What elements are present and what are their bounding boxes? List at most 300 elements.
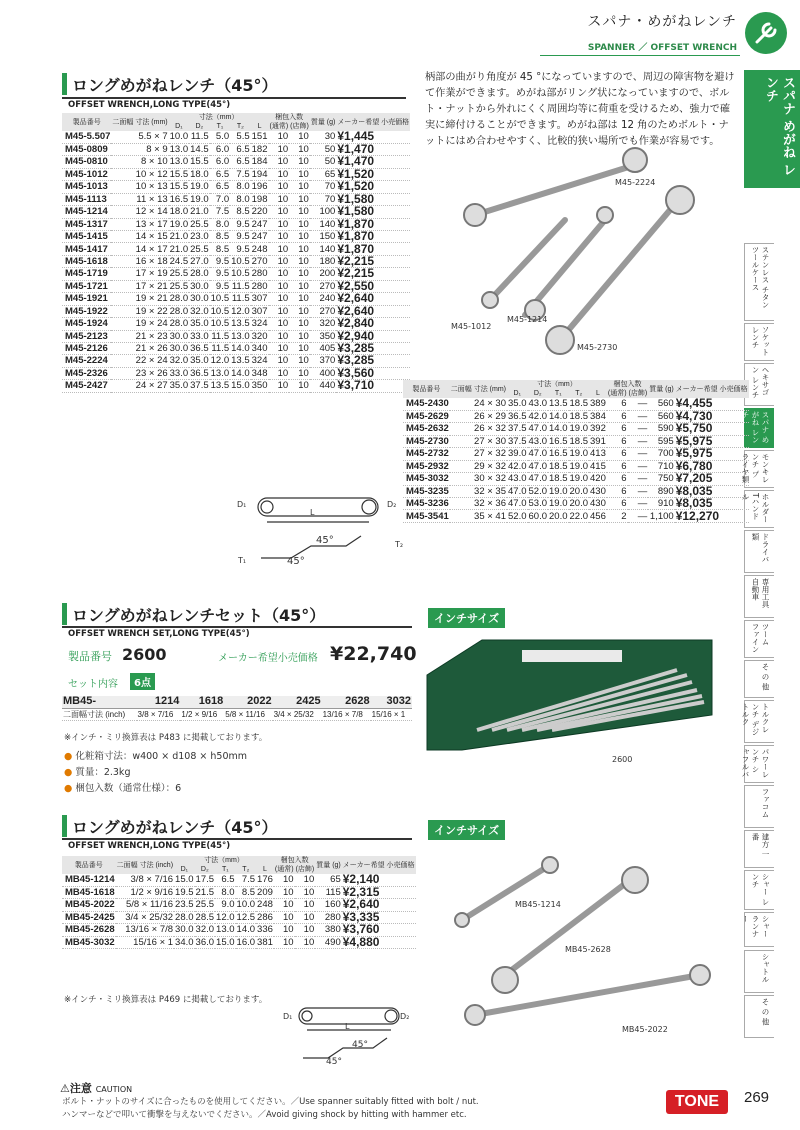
spec-table-1	[62, 113, 410, 393]
size: 11 × 13	[136, 193, 168, 205]
price: ¥5,975	[675, 433, 713, 448]
pack: 6	[621, 398, 627, 410]
side-tab[interactable]: シャー レンチ	[744, 870, 774, 910]
d2: 47.0	[528, 473, 547, 485]
product-code: M45-0809	[65, 144, 108, 156]
d2: 52.0	[528, 485, 547, 497]
t1: 6.0	[215, 156, 230, 168]
mass: 240	[319, 293, 336, 305]
mass: 400	[319, 367, 336, 379]
set-count: 6点	[130, 673, 155, 690]
section2-title: ロングめがねレンチセット（45°）	[72, 606, 326, 625]
pack: 10	[277, 268, 289, 280]
side-tab[interactable]: 建方 一番	[744, 830, 774, 868]
table-row	[62, 936, 416, 948]
t1: 13.0	[210, 367, 230, 379]
t1: 19.0	[549, 498, 568, 510]
t1: 16.5	[549, 448, 568, 460]
length: 280	[251, 268, 268, 280]
size: 14 × 15	[135, 231, 168, 243]
length: 430	[590, 498, 606, 510]
caution-heading: ⚠注意 CAUTION	[60, 1082, 133, 1095]
th-d2: D₂	[528, 389, 549, 398]
d1: 15.0	[175, 874, 194, 886]
pack: 6	[621, 423, 627, 435]
d1: 43.0	[508, 473, 527, 485]
d2: 21.0	[190, 206, 209, 218]
price: ¥1,445	[337, 129, 375, 144]
mass: 160	[324, 899, 341, 911]
t2: 8.0	[236, 193, 250, 205]
product-code: MB45-2022	[65, 899, 115, 911]
length: 420	[590, 473, 606, 485]
th-p2: (店飾)	[290, 123, 309, 130]
size: 29 × 32	[474, 460, 506, 472]
length: 151	[251, 131, 268, 143]
side-tab[interactable]: ステンレス チタン ツールケース	[744, 243, 774, 321]
t2: 7.5	[241, 874, 256, 886]
th-p1: (通常)	[607, 390, 627, 397]
mass: 50	[324, 156, 336, 168]
mass: 65	[330, 874, 341, 886]
pack: 10	[277, 367, 289, 379]
th-code: 製品番号	[62, 856, 116, 874]
set-item: 1214	[154, 695, 180, 708]
side-tab[interactable]: ファコム	[744, 785, 774, 828]
length: 336	[257, 924, 273, 936]
set-bullet-1: ● 化粧箱寸法：w400 × d108 × h50mm	[64, 751, 248, 762]
wrench-photo-3	[450, 855, 730, 1030]
size: 16 × 18	[135, 255, 168, 267]
set-item: 2022	[247, 695, 272, 708]
size: 21 × 26	[135, 343, 168, 355]
pack: 10	[283, 887, 294, 899]
product-code: M45-2730	[406, 435, 449, 447]
size: 15/16 × 1	[133, 936, 174, 948]
d2: 23.0	[190, 231, 209, 243]
set-inch: 15/16 × 1	[371, 710, 406, 720]
side-tab[interactable]: 専用工具 自動車	[744, 575, 774, 618]
product-code: MB45-3032	[65, 936, 115, 948]
section1-subtitle: OFFSET WRENCH,LONG TYPE(45°)	[68, 100, 231, 110]
pack: 10	[277, 206, 289, 218]
product-description: 柄部の曲がり角度が 45 °になっていますので、周辺の障害物を避けて作業ができます。めがね部がリング状になっていますので、ボルト・ナットから外れにくく周囲均等に荷重を受けるため、強力で確実に締付けることができます。めがね部は 12 角のためボルト・ナットにはめ合わせやすく、比較的狭い場所でも作業が容易です。	[425, 72, 735, 147]
side-tab[interactable]: ホルダー Tハンドル	[744, 490, 774, 528]
price: ¥5,975	[675, 446, 713, 461]
d1: 34.0	[175, 936, 194, 948]
pack-shop: 10	[298, 206, 309, 218]
t2: 14.0	[231, 367, 250, 379]
price: ¥4,880	[342, 934, 380, 949]
product-code: MB45-1618	[65, 887, 115, 899]
set-bullet-3: ● 梱包入数（通常仕様）：6	[64, 783, 182, 794]
table-row	[403, 510, 749, 522]
th-price: メーカー希望 小売価格	[675, 380, 749, 398]
d1: 19.5	[175, 887, 194, 899]
length: 320	[251, 330, 268, 342]
d1: 24.5	[169, 255, 189, 267]
d1: 32.0	[169, 355, 189, 367]
size: 26 × 32	[474, 423, 506, 435]
pack: 10	[277, 293, 289, 305]
t1: 9.5	[215, 280, 230, 292]
mass: 560	[657, 398, 674, 410]
th-l: L	[256, 865, 274, 874]
t1: 13.5	[210, 380, 230, 392]
price: ¥1,520	[337, 179, 375, 194]
th-p2: (店飾)	[295, 866, 315, 873]
pack-shop: 10	[298, 243, 309, 255]
size: 35 × 41	[474, 510, 506, 522]
product-code: MB45-1214	[65, 874, 115, 886]
pack: 6	[621, 498, 627, 510]
size: 27 × 32	[474, 448, 506, 460]
size: 5/8 × 11/16	[125, 899, 174, 911]
d1: 28.0	[175, 911, 194, 923]
pack: 10	[277, 280, 289, 292]
d2: 30.0	[190, 280, 209, 292]
t1: 8.5	[215, 231, 230, 243]
d2: 47.0	[528, 448, 547, 460]
pack: 2	[621, 510, 627, 522]
th-code: 製品番号	[403, 380, 450, 398]
th-dim: 寸法（mm）	[174, 856, 274, 865]
section2-bar	[62, 603, 67, 625]
photo3-label-2: MB45-2628	[565, 945, 611, 954]
length: 381	[257, 936, 273, 948]
size: 32 × 36	[474, 498, 506, 510]
th-size: 二面幅 寸法 (mm)	[450, 380, 507, 398]
product-code: M45-3235	[406, 485, 449, 497]
set-inch: 3/4 × 25/32	[273, 710, 314, 720]
product-code: M45-1214	[65, 206, 108, 218]
th-l: L	[251, 122, 269, 131]
t2: 22.0	[569, 510, 588, 522]
price: ¥1,870	[337, 241, 375, 256]
header-title: スパナ・めがねレンチ	[587, 14, 737, 30]
length: 389	[590, 398, 606, 410]
t2: 16.0	[236, 936, 256, 948]
pack-shop: 10	[298, 181, 309, 193]
pack: 10	[277, 231, 289, 243]
d2: 36.5	[190, 343, 209, 355]
set-item: 2425	[296, 695, 321, 708]
set-inch: 1/2 × 9/16	[181, 710, 218, 720]
price: ¥1,870	[337, 229, 375, 244]
price: ¥3,285	[337, 341, 375, 356]
th-l: L	[589, 389, 607, 398]
price: ¥6,780	[675, 458, 713, 473]
th-dim: 寸法（mm）	[507, 380, 607, 389]
pack-shop: 10	[298, 343, 309, 355]
pack-shop: —	[637, 448, 648, 460]
t2: 19.0	[569, 473, 588, 485]
th-d2: D₂	[195, 865, 216, 874]
d1: 30.0	[175, 924, 194, 936]
d1: 52.0	[508, 510, 527, 522]
dia1-l: L	[310, 508, 315, 517]
t2: 11.5	[231, 293, 250, 305]
d1: 35.0	[169, 380, 189, 392]
photo3-label-3: MB45-2022	[622, 1025, 668, 1034]
t1: 9.0	[221, 899, 235, 911]
price: ¥2,140	[342, 872, 380, 887]
t1: 6.5	[221, 874, 235, 886]
product-code: M45-5.507	[65, 131, 111, 143]
d2: 43.0	[528, 435, 547, 447]
price: ¥12,270	[675, 508, 720, 523]
t1: 10.5	[210, 293, 230, 305]
d1: 42.0	[508, 460, 527, 472]
mass: 280	[324, 911, 341, 923]
price: ¥3,285	[337, 353, 375, 368]
pack-shop: —	[637, 498, 648, 510]
mass: 890	[657, 485, 674, 497]
t2: 6.5	[236, 144, 250, 156]
t1: 20.0	[549, 510, 568, 522]
size: 24 × 27	[135, 380, 168, 392]
pack: 10	[277, 193, 289, 205]
th-price: メーカー希望 小売価格	[336, 113, 410, 131]
dia1-t1: T₁	[238, 556, 247, 565]
price: ¥4,455	[675, 396, 713, 411]
side-tab[interactable]: シャー ランナー	[744, 912, 774, 947]
pack: 10	[277, 218, 289, 230]
d2: 15.5	[190, 156, 209, 168]
set-inch: 3/8 × 7/16	[137, 710, 174, 720]
size: 30 × 32	[474, 473, 506, 485]
section3-bar	[62, 815, 67, 837]
side-tab[interactable]: トルクレンチ デジトルク	[744, 700, 774, 743]
pack: 10	[277, 181, 289, 193]
th-t2: T₂	[230, 122, 251, 131]
pack-shop: 10	[298, 318, 309, 330]
price: ¥5,750	[675, 421, 713, 436]
d1: 47.0	[508, 485, 527, 497]
th-d1: D₁	[507, 389, 528, 398]
t2: 10.0	[236, 899, 256, 911]
side-tab[interactable]: ソケット レンチ	[744, 323, 774, 361]
t2: 10.5	[231, 268, 250, 280]
size: 1/2 × 9/16	[130, 887, 174, 899]
mass: 180	[319, 255, 336, 267]
photo-label-m45-2224: M45-2224	[615, 178, 656, 187]
d2: 28.0	[190, 268, 209, 280]
th-p1: (通常)	[274, 866, 294, 873]
product-code: M45-1921	[65, 293, 108, 305]
d2: 18.0	[190, 168, 209, 180]
price: ¥2,640	[342, 897, 380, 912]
photo3-label-1: MB45-1214	[515, 900, 561, 909]
side-tab[interactable]: パワーレンチ シャフルバ	[744, 745, 774, 783]
photo-label-m45-1012: M45-1012	[451, 322, 492, 331]
pack-shop: 10	[298, 255, 309, 267]
set-size-label: 二面幅寸法 (inch)	[63, 710, 126, 720]
pack: 10	[277, 131, 289, 143]
t2: 14.0	[236, 924, 256, 936]
size: 10 × 13	[135, 181, 168, 193]
d2: 35.0	[190, 355, 209, 367]
spec-table-3	[62, 856, 416, 949]
d1: 35.0	[508, 398, 527, 410]
d2: 60.0	[528, 510, 547, 522]
d2: 35.0	[190, 318, 209, 330]
d1: 13.0	[169, 156, 189, 168]
t2: 9.5	[236, 231, 250, 243]
side-tab[interactable]: シャトル	[744, 950, 774, 993]
pack-shop: —	[637, 411, 648, 423]
d2: 21.5	[195, 887, 215, 899]
section1-rule	[62, 97, 406, 99]
set-item: 2628	[345, 695, 370, 708]
price: ¥3,335	[342, 909, 380, 924]
mass: 490	[324, 936, 341, 948]
pack: 10	[277, 355, 289, 367]
side-tab[interactable]: ヘキサゴン レンチ	[744, 363, 774, 406]
th-code: 製品番号	[62, 113, 111, 131]
side-tab[interactable]: モンキレンチ プライヤ類	[744, 450, 774, 488]
d1: 16.5	[169, 193, 189, 205]
size: 19 × 22	[135, 305, 168, 317]
mass: 750	[657, 473, 674, 485]
side-tab[interactable]: そ の 他	[744, 995, 774, 1038]
product-code: M45-1113	[65, 193, 107, 205]
t2: 5.5	[236, 131, 250, 143]
pack: 6	[621, 473, 627, 485]
d1: 13.0	[169, 144, 189, 156]
dimension-diagram-1	[236, 488, 406, 573]
d2: 28.5	[195, 911, 215, 923]
pack-shop: 10	[298, 193, 309, 205]
t2: 11.5	[231, 280, 250, 292]
mass: 710	[657, 460, 674, 472]
t2: 8.0	[236, 181, 250, 193]
d2: 47.0	[528, 423, 547, 435]
t2: 13.0	[231, 330, 250, 342]
t2: 13.5	[231, 318, 250, 330]
set-item: 1618	[198, 695, 224, 708]
length: 307	[251, 293, 268, 305]
mass: 115	[325, 887, 341, 899]
mass: 910	[657, 498, 674, 510]
pack-shop: —	[637, 435, 648, 447]
size: 19 × 21	[135, 293, 168, 305]
length: 456	[590, 510, 606, 522]
pack: 10	[277, 243, 289, 255]
side-tab[interactable]: そ の 他	[744, 660, 774, 698]
pack-shop: 10	[298, 168, 309, 180]
size: 13 × 17	[135, 218, 168, 230]
caution-line-1: ボルト・ナットのサイズに合ったものを使用してください。／Use spanner suitably fitted with bolt / nut.	[62, 1097, 479, 1107]
mass: 70	[324, 193, 336, 205]
mass: 440	[319, 380, 336, 392]
price: ¥8,035	[675, 483, 713, 498]
pack: 6	[621, 448, 627, 460]
section2-rule	[62, 626, 412, 628]
d2: 47.0	[528, 460, 547, 472]
pack-shop: —	[637, 485, 648, 497]
pack-shop: —	[637, 423, 648, 435]
th-d2: D₂	[189, 122, 210, 131]
d2: 27.0	[190, 255, 209, 267]
set-code-label: 製品番号	[68, 650, 112, 663]
length: 348	[251, 367, 268, 379]
size: 3/4 × 25/32	[125, 911, 174, 923]
pack-shop: 10	[298, 293, 309, 305]
price: ¥1,520	[337, 166, 375, 181]
t2: 19.0	[569, 423, 588, 435]
side-tab[interactable]: ツーム ファイン	[744, 620, 774, 658]
pack-shop: 10	[303, 899, 315, 911]
photo-label-m45-1214: M45-1214	[507, 315, 548, 324]
side-tab[interactable]: ドライバ類	[744, 530, 774, 573]
length: 384	[590, 411, 606, 423]
pack-shop: 10	[298, 231, 309, 243]
price: ¥2,940	[337, 328, 375, 343]
inch-size-badge-1: インチサイズ	[428, 608, 505, 628]
set-price: ¥22,740	[330, 643, 417, 665]
t1: 8.0	[221, 887, 235, 899]
pack-shop: 10	[298, 218, 309, 230]
side-tab-current[interactable]: スパナ めがね レンチ	[744, 70, 800, 188]
pack-shop: 10	[298, 380, 309, 392]
product-code: M45-2123	[65, 330, 108, 342]
d1: 21.0	[169, 243, 189, 255]
price: ¥8,035	[675, 496, 713, 511]
t2: 7.5	[236, 168, 250, 180]
length: 350	[251, 380, 268, 392]
length: 391	[590, 435, 606, 447]
th-mass: 質量 (g)	[315, 856, 342, 874]
dia1-angle: 45°	[316, 535, 334, 546]
th-t1: T₁	[548, 389, 569, 398]
mass: 140	[319, 243, 336, 255]
length: 324	[251, 318, 268, 330]
side-tab[interactable]: スパナ めがね レンチ	[744, 408, 774, 448]
t2: 20.0	[569, 485, 588, 497]
wrench-photo-1	[455, 140, 725, 370]
price: ¥1,470	[337, 142, 375, 157]
length: 392	[590, 423, 606, 435]
mass: 270	[319, 280, 336, 292]
pack: 10	[277, 330, 289, 342]
dia2-d1: D₁	[283, 1012, 293, 1021]
set-price-label: メーカー希望小売価格	[218, 653, 318, 664]
product-code: M45-1417	[65, 243, 108, 255]
th-t2: T₂	[236, 865, 257, 874]
set-item: 3032	[386, 695, 411, 708]
t1: 13.0	[216, 924, 235, 936]
pack-shop: 10	[298, 330, 309, 342]
t2: 19.0	[569, 448, 588, 460]
th-p1: (通常)	[269, 123, 289, 130]
d2: 36.5	[190, 367, 209, 379]
size: 26 × 29	[474, 411, 506, 423]
size: 17 × 19	[135, 268, 168, 280]
inch-size-badge-2: インチサイズ	[428, 820, 505, 840]
th-size: 二面幅 寸法 (mm)	[111, 113, 168, 131]
length: 340	[251, 343, 268, 355]
pack: 6	[621, 435, 627, 447]
t1: 18.5	[549, 460, 568, 472]
t2: 15.0	[231, 380, 250, 392]
price: ¥2,215	[337, 253, 375, 268]
product-code: M45-1924	[65, 318, 108, 330]
price: ¥2,550	[337, 278, 375, 293]
length: 413	[590, 448, 606, 460]
length: 248	[257, 899, 273, 911]
product-code: M45-1618	[65, 255, 108, 267]
